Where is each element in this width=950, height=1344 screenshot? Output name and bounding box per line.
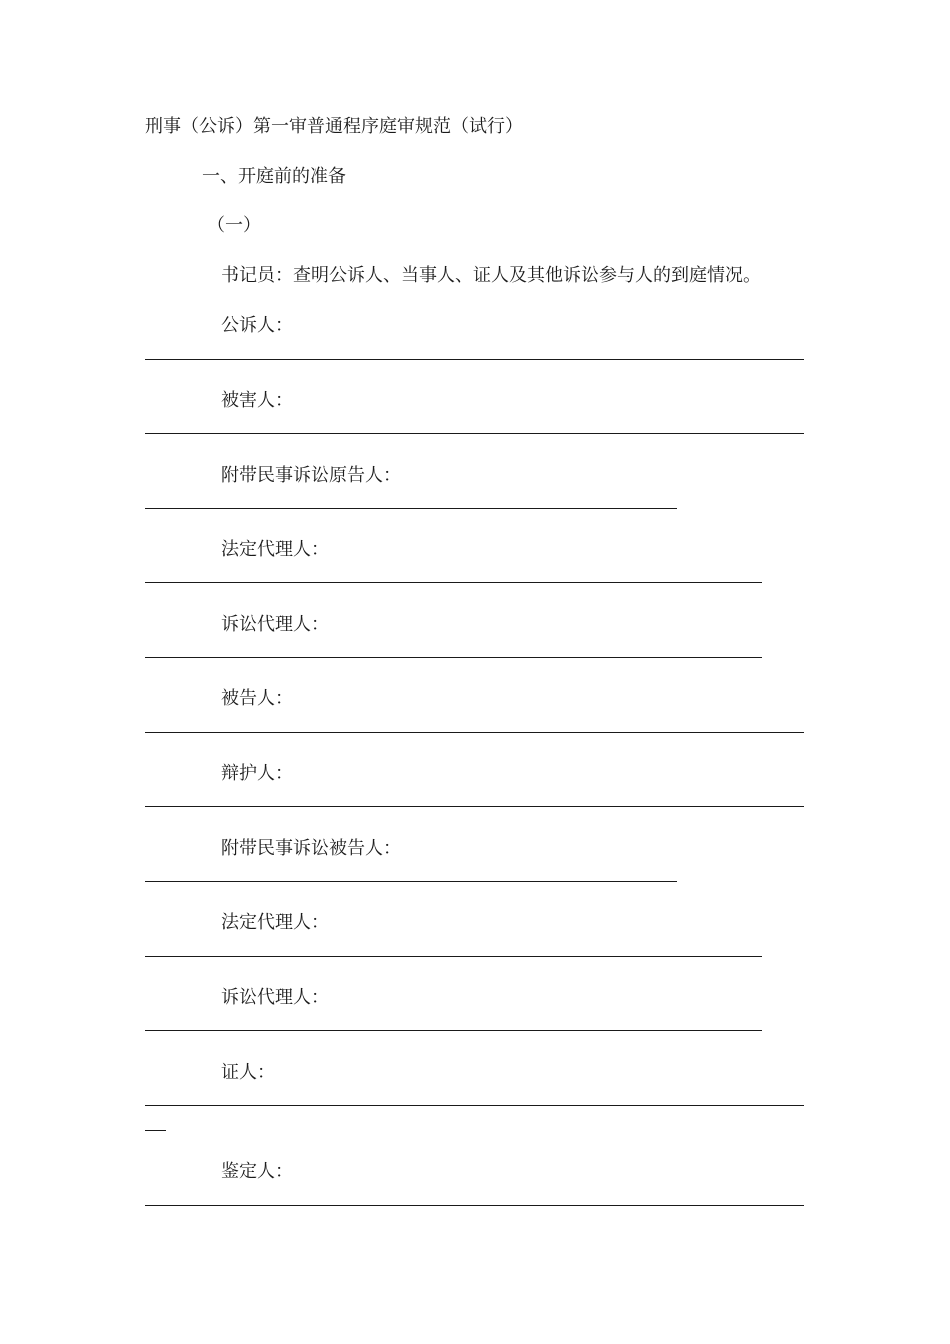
clerk-instruction: 书记员：查明公诉人、当事人、证人及其他诉讼参与人的到庭情况。 [221,265,761,286]
fill-line-litigation-agent-2[interactable] [145,1030,762,1031]
fill-line-defense-counsel[interactable] [145,806,804,807]
fill-line-expert-witness[interactable] [145,1205,804,1206]
document-title: 刑事（公诉）第一审普通程序庭审规范（试行） [145,116,523,137]
field-label-civil-defendant: 附带民事诉讼被告人： [221,838,401,859]
fill-line-defendant[interactable] [145,732,804,733]
field-label-legal-representative-1: 法定代理人： [221,539,329,560]
fill-line-prosecutor[interactable] [145,359,804,360]
fill-line-legal-representative-2[interactable] [145,956,762,957]
subsection-marker: （一） [207,215,261,236]
section-heading: 一、开庭前的准备 [202,166,346,187]
fill-line-witness[interactable] [145,1105,804,1106]
field-label-litigation-agent-1: 诉讼代理人： [221,614,329,635]
field-label-witness: 证人： [221,1062,275,1083]
fill-line-litigation-agent-1[interactable] [145,657,762,658]
field-label-expert-witness: 鉴定人： [221,1161,293,1182]
field-label-victim: 被害人： [221,390,293,411]
field-label-prosecutor: 公诉人： [221,315,293,336]
field-label-defense-counsel: 辩护人： [221,763,293,784]
fill-line-civil-defendant[interactable] [145,881,677,882]
fill-line-civil-plaintiff[interactable] [145,508,677,509]
field-label-legal-representative-2: 法定代理人： [221,912,329,933]
fill-line-legal-representative-1[interactable] [145,582,762,583]
fill-line-witness-continuation[interactable] [145,1130,166,1131]
field-label-civil-plaintiff: 附带民事诉讼原告人： [221,465,401,486]
field-label-litigation-agent-2: 诉讼代理人： [221,987,329,1008]
field-label-defendant: 被告人： [221,688,293,709]
fill-line-victim[interactable] [145,433,804,434]
